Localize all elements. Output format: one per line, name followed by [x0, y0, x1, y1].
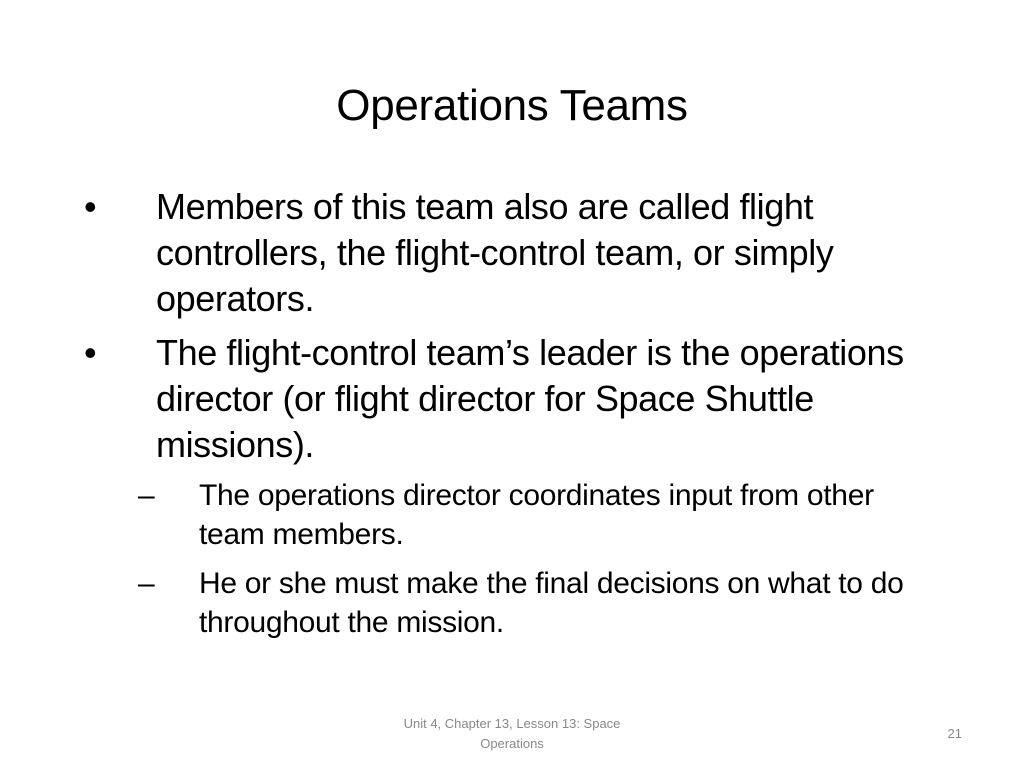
slide-footer: Unit 4, Chapter 13, Lesson 13: Space Operations — [403, 716, 621, 751]
bullet-text: The flight-control team’s leader is the operations director (or flight director for Space Shuttle missions). — [156, 332, 904, 465]
bullet-item — [84, 330, 944, 468]
sub-bullet-text: The operations director coordinates input from other team members. — [199, 479, 874, 551]
sub-bullet-text: He or she must make the final decisions on what to do throughout the mission. — [199, 567, 904, 639]
page-number: 21 — [947, 726, 962, 741]
slide-body — [84, 184, 944, 652]
bullet-marker: • — [84, 332, 97, 373]
sub-bullet-marker: – — [138, 567, 155, 600]
slide-title: Operations Teams — [336, 81, 688, 130]
sub-bullet-item — [138, 476, 944, 554]
bullet-text: Members of this team also are called flight controllers, the flight-control team, or simply operators. — [156, 186, 834, 319]
bullet-item — [84, 184, 944, 322]
sub-bullet-marker: – — [138, 479, 155, 512]
sub-bullet-item — [138, 564, 944, 642]
bullet-marker: • — [84, 186, 97, 227]
